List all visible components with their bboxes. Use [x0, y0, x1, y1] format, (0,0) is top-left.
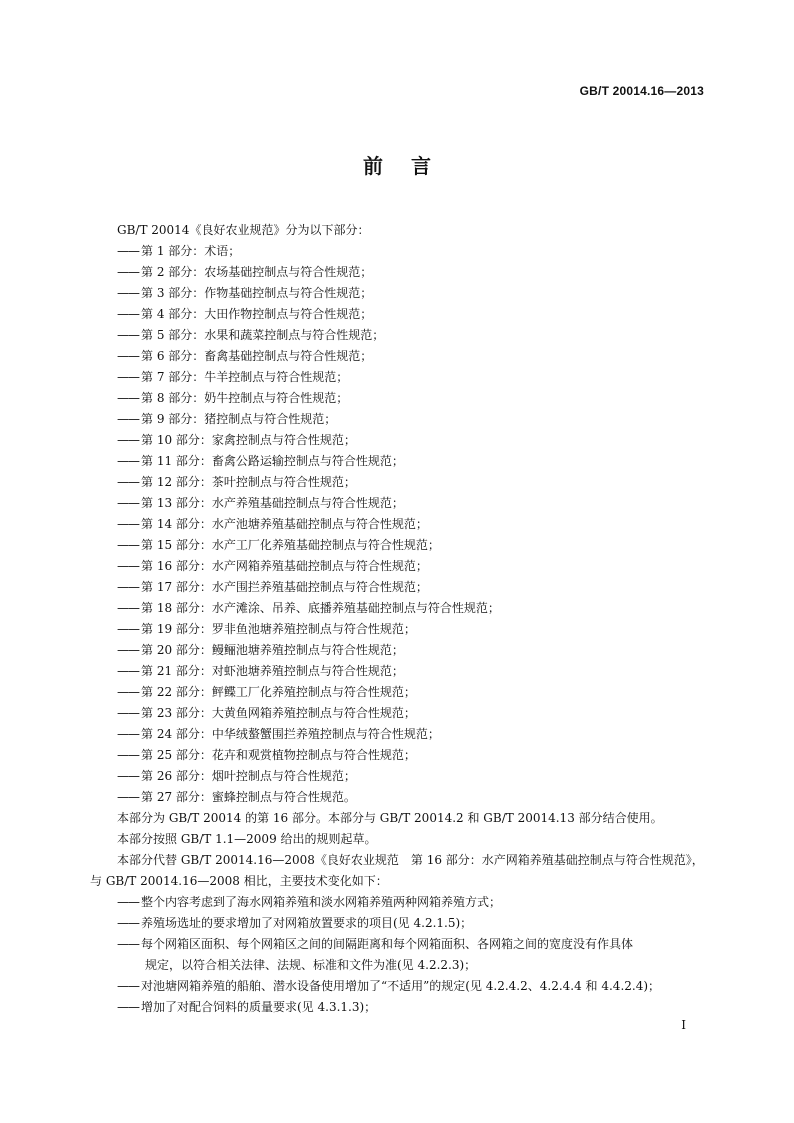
list-item [90, 598, 708, 619]
list-item-text: 第 15 部分：水产工厂化养殖基础控制点与符合性规范； [141, 538, 440, 552]
list-item-text: 养殖场选址的要求增加了对网箱放置要求的项目(见 4.2.1.5)； [141, 916, 473, 930]
list-item-text: 第 13 部分：水产养殖基础控制点与符合性规范； [141, 496, 404, 510]
dash-marker: —— [117, 328, 139, 342]
dash-marker: —— [117, 412, 139, 426]
list-item [90, 787, 708, 808]
dash-marker: —— [117, 769, 139, 783]
list-item [90, 451, 708, 472]
list-item [90, 262, 708, 283]
paragraph-drafting-rules: 本部分按照 GB/T 1.1—2009 给出的规则起草。 [117, 832, 377, 846]
list-item [90, 724, 708, 745]
dash-marker: —— [117, 727, 139, 741]
list-item-text: 每个网箱区面积、每个网箱区之间的间隔距离和每个网箱面积、各网箱之间的宽度没有作具体 [141, 937, 634, 951]
dash-marker: —— [117, 601, 139, 615]
list-item-text: 第 27 部分：蜜蜂控制点与符合性规范。 [141, 790, 356, 804]
dash-marker: —— [117, 349, 139, 363]
dash-marker: —— [117, 895, 139, 909]
list-item-text: 第 19 部分：罗非鱼池塘养殖控制点与符合性规范； [141, 622, 416, 636]
list-item [90, 304, 708, 325]
list-item [90, 283, 708, 304]
list-item [90, 367, 708, 388]
list-item-text: 第 7 部分：牛羊控制点与符合性规范； [141, 370, 349, 384]
list-item-text: 第 21 部分：对虾池塘养殖控制点与符合性规范； [141, 664, 404, 678]
list-item [90, 409, 708, 430]
list-item [90, 472, 708, 493]
list-item [90, 997, 708, 1018]
dash-marker: —— [117, 454, 139, 468]
dash-marker: —— [117, 790, 139, 804]
dash-marker: —— [117, 580, 139, 594]
dash-marker: —— [117, 559, 139, 573]
dash-marker: —— [117, 916, 139, 930]
list-item [90, 535, 708, 556]
list-item-text: 第 4 部分：大田作物控制点与符合性规范； [141, 307, 373, 321]
changes-list [90, 892, 708, 1018]
dash-marker: —— [117, 664, 139, 678]
dash-marker: —— [117, 706, 139, 720]
dash-marker: —— [117, 517, 139, 531]
list-item-text: 第 24 部分：中华绒螯蟹围拦养殖控制点与符合性规范； [141, 727, 440, 741]
dash-marker: —— [117, 1000, 139, 1014]
list-item-text: 第 3 部分：作物基础控制点与符合性规范； [141, 286, 373, 300]
dash-marker: —— [117, 244, 139, 258]
list-item-text: 增加了对配合饲料的质量要求(见 4.3.1.3)； [141, 1000, 377, 1014]
dash-marker: —— [117, 391, 139, 405]
dash-marker: —— [117, 370, 139, 384]
dash-marker: —— [117, 748, 139, 762]
list-item-continuation: 规定，以符合相关法律、法规、标准和文件为准(见 4.2.2.3)； [145, 958, 477, 972]
list-item [90, 913, 708, 934]
paragraph-relation: 本部分为 GB/T 20014 的第 16 部分。本部分与 GB/T 20014.2 和 GB/T 20014.13 部分结合使用。 [117, 811, 663, 825]
list-item-text: 第 10 部分：家禽控制点与符合性规范； [141, 433, 356, 447]
dash-marker: —— [117, 265, 139, 279]
list-item-text: 第 12 部分：茶叶控制点与符合性规范； [141, 475, 356, 489]
list-item [90, 577, 708, 598]
list-item-text: 第 9 部分：猪控制点与符合性规范； [141, 412, 337, 426]
list-item-text: 第 14 部分：水产池塘养殖基础控制点与符合性规范； [141, 517, 428, 531]
list-item-text: 第 22 部分：鲆鲽工厂化养殖控制点与符合性规范； [141, 685, 416, 699]
page-title: 前言 [363, 154, 459, 178]
list-item-text: 整个内容考虑到了海水网箱养殖和淡水网箱养殖两种网箱养殖方式； [141, 895, 502, 909]
list-item-text: 第 25 部分：花卉和观赏植物控制点与符合性规范； [141, 748, 416, 762]
dash-marker: —— [117, 937, 139, 951]
dash-marker: —— [117, 307, 139, 321]
list-item [90, 745, 708, 766]
list-item-text: 第 17 部分：水产围拦养殖基础控制点与符合性规范； [141, 580, 428, 594]
standard-code-header: GB/T 20014.16—2013 [579, 84, 704, 98]
list-item [90, 430, 708, 451]
page-number: I [681, 1018, 686, 1032]
list-item [90, 934, 708, 955]
dash-marker: —— [117, 538, 139, 552]
list-item [90, 619, 708, 640]
list-item-text: 第 11 部分：畜禽公路运输控制点与符合性规范； [141, 454, 404, 468]
dash-marker: —— [117, 643, 139, 657]
list-item-text: 对池塘网箱养殖的船舶、潜水设备使用增加了“不适用”的规定(见 4.2.4.2、4.2.4.4 和 4.4.2.4)； [141, 979, 661, 993]
list-item-text: 第 18 部分：水产滩涂、吊养、底播养殖基础控制点与符合性规范； [141, 601, 500, 615]
dash-marker: —— [117, 433, 139, 447]
dash-marker: —— [117, 496, 139, 510]
dash-marker: —— [117, 475, 139, 489]
list-item [90, 766, 708, 787]
list-item-text: 第 23 部分：大黄鱼网箱养殖控制点与符合性规范； [141, 706, 416, 720]
list-item-text: 第 8 部分：奶牛控制点与符合性规范； [141, 391, 349, 405]
list-item [90, 640, 708, 661]
intro-paragraph: GB/T 20014《良好农业规范》分为以下部分： [117, 223, 370, 237]
list-item [90, 661, 708, 682]
list-item-text: 第 20 部分：鳗鲡池塘养殖控制点与符合性规范； [141, 643, 404, 657]
list-item-text: 第 6 部分：畜禽基础控制点与符合性规范； [141, 349, 373, 363]
list-item-text: 第 16 部分：水产网箱养殖基础控制点与符合性规范； [141, 559, 428, 573]
list-item [90, 325, 708, 346]
list-item [90, 493, 708, 514]
list-item [90, 241, 708, 262]
list-item-text: 第 1 部分：术语； [141, 244, 241, 258]
list-item [90, 703, 708, 724]
list-item [90, 388, 708, 409]
list-item [90, 346, 708, 367]
list-item [90, 976, 708, 997]
list-item [90, 556, 708, 577]
list-item [90, 892, 708, 913]
dash-marker: —— [117, 685, 139, 699]
dash-marker: —— [117, 622, 139, 636]
paragraph-replacement: 本部分代替 GB/T 20014.16—2008《良好农业规范 第 16 部分：水产网箱养殖基础控制点与符合性规范》，与 GB/T 20014.16—2008 相比，主要技术变化如下： [90, 853, 704, 888]
list-item-text: 第 26 部分：烟叶控制点与符合性规范； [141, 769, 356, 783]
document-body [90, 220, 708, 1018]
dash-marker: —— [117, 979, 139, 993]
list-item [90, 682, 708, 703]
parts-list [90, 241, 708, 808]
list-item [90, 514, 708, 535]
list-item-text: 第 2 部分：农场基础控制点与符合性规范； [141, 265, 373, 279]
list-item-text: 第 5 部分：水果和蔬菜控制点与符合性规范； [141, 328, 385, 342]
dash-marker: —— [117, 286, 139, 300]
